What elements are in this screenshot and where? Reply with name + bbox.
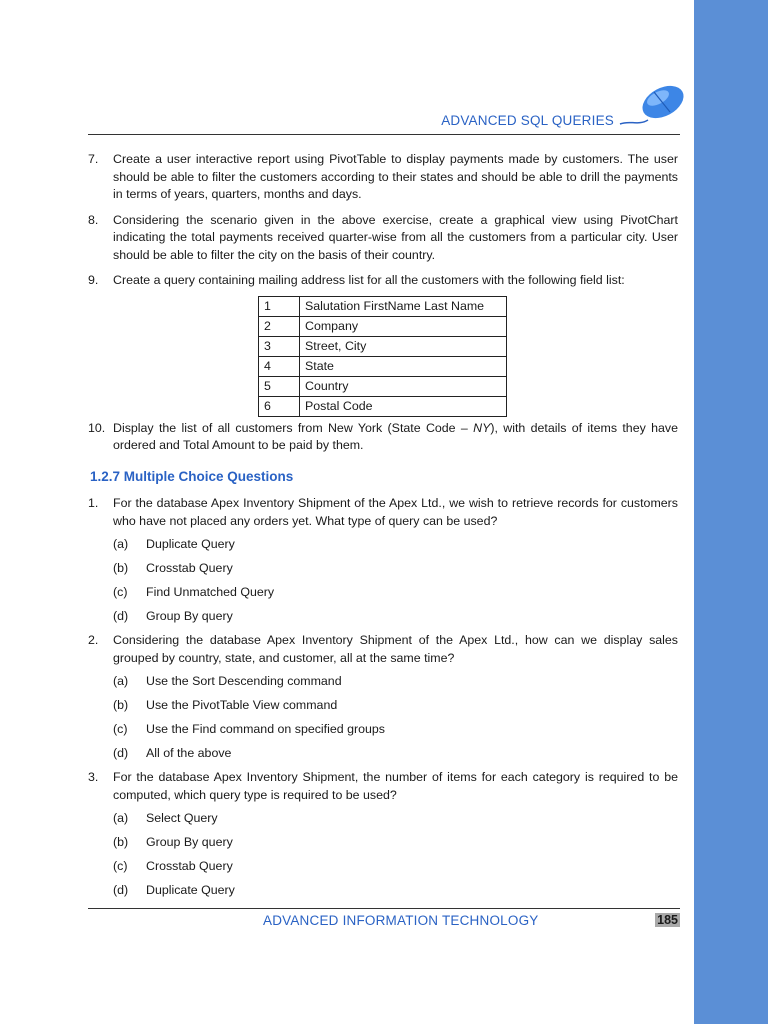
options-list (88, 536, 678, 632)
option-item (88, 858, 678, 882)
option-letter: (c) (113, 859, 128, 873)
option-letter: (b) (113, 698, 129, 712)
table-row (259, 396, 507, 416)
option-text: Use the Find command on specified groups (146, 722, 385, 736)
table-cell-field: Street, City (300, 336, 507, 356)
question-text: For the database Apex Inventory Shipment of the Apex Ltd., we wish to retrieve records for customers who have not placed any orders yet. What type of query can be used? (113, 496, 678, 528)
table-cell-num: 3 (259, 336, 300, 356)
option-item (88, 745, 678, 769)
question-item (88, 495, 678, 530)
exercise-text: Create a query containing mailing address list for all the customers with the following field list: (113, 273, 625, 287)
exercise-item (88, 212, 678, 265)
table-row (259, 356, 507, 376)
question-number: 3. (88, 770, 99, 784)
exercise-number: 7. (88, 152, 99, 166)
option-item (88, 882, 678, 906)
option-text: Duplicate Query (146, 537, 235, 551)
option-text: All of the above (146, 746, 232, 760)
table-cell-field: Postal Code (300, 396, 507, 416)
exercise-text: Create a user interactive report using PivotTable to display payments made by customers. The user should be able to filter the customers according to their states and should be able to drill the payments in terms of years, quarters, months and days. (113, 152, 678, 201)
option-item (88, 673, 678, 697)
question-number: 2. (88, 633, 99, 647)
option-text: Use the Sort Descending command (146, 674, 342, 688)
option-text: Select Query (146, 811, 218, 825)
options-list (88, 810, 678, 906)
side-color-band (694, 0, 768, 1024)
table-row (259, 336, 507, 356)
option-letter: (d) (113, 609, 129, 623)
exercise-number: 9. (88, 273, 99, 287)
table-cell-field: Country (300, 376, 507, 396)
option-text: Group By query (146, 609, 233, 623)
question-text: Considering the database Apex Inventory Shipment of the Apex Ltd., how can we display sales grouped by country, state, and customer, all at the same time? (113, 633, 678, 665)
option-letter: (b) (113, 561, 129, 575)
exercise-item (88, 272, 678, 290)
exercise-item (88, 420, 678, 455)
option-item (88, 810, 678, 834)
exercise-text-before: Display the list of all customers from New York (State Code – (113, 420, 474, 435)
exercise-text: Considering the scenario given in the above exercise, create a graphical view using PivotChart indicating the total payments received quarter-wise from all the customers from a particular city. User should be able to filter the city on the basis of their country. (113, 212, 678, 262)
section-heading: 1.2.7 Multiple Choice Questions (90, 468, 294, 484)
option-letter: (a) (113, 674, 129, 688)
option-item (88, 560, 678, 584)
question-text: For the database Apex Inventory Shipment, the number of items for each category is required to be computed, which query type is required to be used? (113, 770, 678, 802)
state-code: NY (473, 420, 491, 435)
page-footer (88, 908, 680, 933)
table-cell-num: 6 (259, 396, 300, 416)
page-content (88, 151, 678, 906)
header-title: ADVANCED SQL QUERIES (441, 113, 614, 128)
footer-title: ADVANCED INFORMATION TECHNOLOGY (263, 913, 539, 928)
option-item (88, 608, 678, 632)
option-letter: (d) (113, 883, 129, 897)
option-letter: (d) (113, 746, 129, 760)
option-text: Find Unmatched Query (146, 585, 275, 599)
option-item (88, 536, 678, 560)
page-number: 185 (657, 913, 678, 927)
option-text: Group By query (146, 835, 233, 849)
table-cell-num: 1 (259, 296, 300, 316)
table-cell-field: State (300, 356, 507, 376)
page-header (88, 112, 680, 135)
option-letter: (b) (113, 835, 129, 849)
table-cell-field: Company (300, 316, 507, 336)
option-letter: (a) (113, 537, 129, 551)
exercise-item (88, 151, 678, 204)
option-text: Use the PivotTable View command (146, 698, 338, 712)
table-cell-num: 2 (259, 316, 300, 336)
question-item (88, 632, 678, 667)
table-row (259, 376, 507, 396)
table-cell-num: 4 (259, 356, 300, 376)
table-cell-num: 5 (259, 376, 300, 396)
option-item (88, 584, 678, 608)
table-row (259, 316, 507, 336)
exercise-number: 10. (88, 420, 106, 435)
computer-mouse-icon (618, 80, 688, 132)
option-item (88, 697, 678, 721)
options-list (88, 673, 678, 769)
option-letter: (a) (113, 811, 129, 825)
table-cell-field: Salutation FirstName Last Name (300, 296, 507, 316)
option-text: Duplicate Query (146, 883, 235, 897)
question-number: 1. (88, 496, 99, 510)
option-letter: (c) (113, 722, 128, 736)
table-row (259, 296, 507, 316)
field-list-table (258, 296, 507, 417)
option-item (88, 834, 678, 858)
option-text: Crosstab Query (146, 561, 233, 575)
exercise-text-after: ), with details of items they have ordered and Total Amount to be paid by them. (113, 420, 678, 452)
exercise-number: 8. (88, 212, 99, 227)
option-text: Crosstab Query (146, 859, 233, 873)
question-item (88, 769, 678, 804)
option-item (88, 721, 678, 745)
option-letter: (c) (113, 585, 128, 599)
